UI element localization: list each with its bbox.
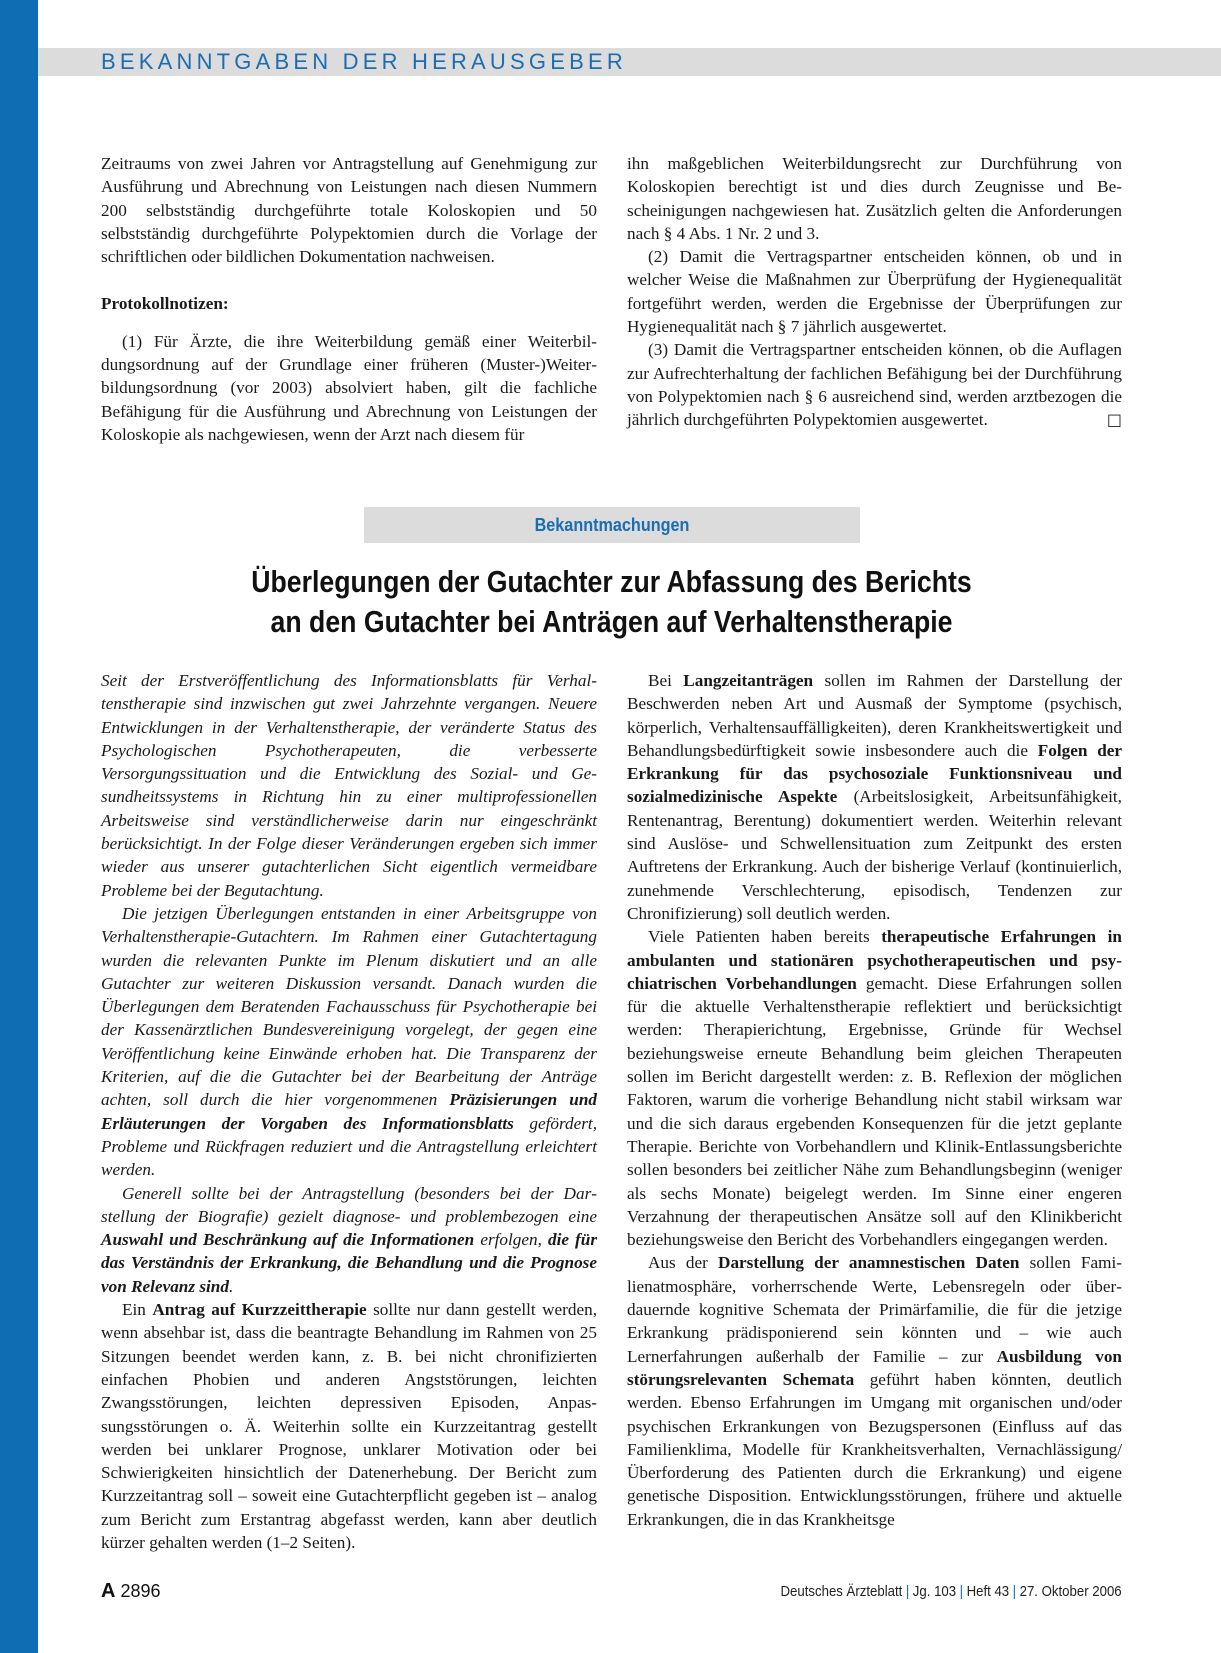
paragraph: (1) Für Ärzte, die ihre Weiterbildung gemäß einer Weiterbildungsordnung auf der Grundlage einer früheren (Muster-)Weiterbildungsordnung (vor 2003) absolviert haben, gilt die fachliche Befähigung für die Ausführung und Abrechnung von Leistungen der Koloskopie als nachgewiesen, wenn der Arzt nach diesem für bbox=[101, 331, 597, 444]
end-of-article-icon: □ bbox=[1106, 410, 1122, 430]
paragraph bbox=[627, 1251, 1122, 1531]
emphasis: Auswahl und Beschränkung auf die Informationen bbox=[101, 1230, 475, 1250]
text-run: gemacht. Diese Erfahrungen sollen für die aktuelle Verhaltenstherapie reflektiert und berücksichtigt werden: Therapierichtung, Ergebnisse, Gründe für Wechsel beziehungsweise erneute Behandlung beim gleichen Therapeuten sollen im Bericht dargestellt werden: z. B. Reflexion der möglichen Faktoren, warum die vorherige Behandlung nicht stabil wirksam war und die sich daraus ergebenden Konsequenzen für die jetzt geplante Therapie. Berichte von Vorbehandlern und Klinik-Entlassungsberichte sollen besonders bei zeitlicher Nähe zum Behandlungsbeginn (weniger als sechs Monate) beigelegt werden. Im Sinne einer engeren Verzahnung der therapeutischen Ansätze soll auf den Klinikbericht beziehungsweise den Bericht des Vorbehandlers eingegangen werden. bbox=[627, 973, 1122, 1250]
article-right-column bbox=[627, 669, 1122, 1531]
paragraph: (2) Damit die Vertragspartner entscheiden können, ob und in welcher Weise die Maßnahmen zur Überprüfung der Hygienequalität fortgeführt werden, werden die Ergebnisse der Überprüfungen zur Hygienequalität nach § 7 jährlich ausgewertet. bbox=[627, 247, 1122, 337]
text-run: Aus der bbox=[648, 1253, 719, 1273]
text-run: sollte nur dann gestellt werden, wenn absehbar ist, dass die beantragte Behandlung im Rahmen von 25 Sitzungen beendet werden kann, z. B. bei nicht chronifizierten einfachen Phobien und anderen Angststörungen, leichten Zwangsstörungen, leichten depressiven Episoden, Anpassungsstörungen o. Ä. Weiterhin sollte ein Kurzzeitantrag gestellt werden bei unklarer Prognose, unklarer Motivation oder bei Schwierigkeiten hinsichtlich der Datenerhebung. Der Bericht zum Kurzzeitantrag soll – soweit eine Gutachterpflicht gegeben ist – analog zum Bericht zum Erstantrag abgefasst werden, kann aber deutlich kürzer gehalten werden (1–2 Seiten). bbox=[101, 1300, 597, 1552]
article-title-line-2: an den Gutachter bei Anträgen auf Verhaltenstherapie bbox=[270, 604, 953, 639]
emphasis: Folgen der Erkrankung für das psychosoziale Funktionsniveau und sozialmedizinische Aspekte bbox=[627, 740, 1123, 807]
separator: | bbox=[906, 1583, 910, 1600]
top-left-column bbox=[101, 152, 597, 446]
paragraph: ihn maßgeblichen Weiterbildungsrecht zur Durchführung von Koloskopien berechtigt ist und dies durch Zeugnisse und Bescheinigungen nachgewiesen hat. Zusätzlich gelten die Anforderungen nach § 4 Abs. 1 Nr. 2 und 3. bbox=[627, 154, 1122, 243]
page-number-value: 2896 bbox=[120, 1581, 161, 1601]
text-run: (Arbeitslosigkeit, Arbeitsunfähigkeit, Rentenantrag, Berentung) dokumentiert werden. Weiterhin relevant sind Auslöse- und Schwellensituation zum Zeitpunkt des ersten Auftretens der Erkrankung. Auch der bisherige Verlauf (kontinuierlich, zunehmende Verschlechterung, episodisch, Tendenzen zur Chronifizierung) soll deutlich werden. bbox=[627, 787, 1122, 923]
separator: | bbox=[959, 1583, 964, 1600]
emphasis: Antrag auf Kurzzeittherapie bbox=[152, 1300, 367, 1320]
paragraph: Zeitraums von zwei Jahren vor Antragstellung auf Genehmigung zur Ausführung und Abrechnung von Leistungen nach diesen Nummern 200 selbstständig durchgeführte totale Koloskopien und 50 selbstständig durchgeführte Polypektomien durch die Vorlage der schriftlichen oder bildlichen Dokumentation nachweisen. bbox=[101, 154, 597, 267]
rubric-label: Bekanntmachungen bbox=[534, 515, 690, 535]
text-run: Die jetzigen Überlegungen entstanden in einer Arbeitsgruppe von Verhaltenstherapie-Gutachtern. Im Rahmen einer Gutachtertagung wurden die relevanten Punkte im Plenum diskutiert und an alle Gutachter zur weiteren Diskussion versandt. Danach wurden die Überlegungen dem Beratenden Fachausschuss für Psychotherapie bei der Kassenärztlichen Bundesvereinigung vorgelegt, der gegen eine Veröffentlichung keine Einwände erhoben hat. Die Transparenz der Kriterien, auf die die Gutachter bei der Bearbeitung der Anträge achten, soll durch die hier vorgenommenen bbox=[101, 903, 597, 1110]
emphasis: Langzeitanträgen bbox=[683, 671, 814, 690]
emphasis: Ausbildung von störungsrelevanten Schemata bbox=[627, 1346, 1122, 1389]
paragraph bbox=[627, 669, 1122, 925]
journal-name: Deutsches Ärzteblatt bbox=[780, 1583, 903, 1600]
text-run: gefördert, Probleme und Rückfragen reduziert und die Antragstellung erleichtert werden. bbox=[101, 1113, 598, 1180]
journal-issue: Heft 43 bbox=[966, 1583, 1010, 1600]
emphasis: Präzisierungen und Erläuterungen der Vorgaben des Informationsblatts bbox=[101, 1090, 597, 1133]
text-run: sollen Familienatmosphäre, vorherrschende Werte, Lebensregeln oder überdauernde kognitive Schemata der Primärfamilie, die für die jetzige Erkrankung prädisponierend sein könnten und – wie auch Lernerfahrungen außerhalb der Familie – zur bbox=[627, 1253, 1122, 1366]
paragraph-text: (3) Damit die Vertragspartner entscheiden können, ob die Auflagen zur Aufrechterhaltung der fachlichen Befähigung bei der Durchführung von Polypektomien nach § 6 ausreichend sind, werden arztbezogen die jährlich durchgeführten Polypektomien ausgewertet. bbox=[627, 340, 1122, 430]
text-run: Bei bbox=[648, 671, 684, 690]
paragraph bbox=[627, 925, 1122, 1251]
article-title bbox=[101, 562, 1122, 642]
text-run: Viele Patienten haben bereits bbox=[648, 927, 882, 947]
sidebar-stripe bbox=[0, 0, 38, 1653]
lead-paragraph bbox=[101, 1182, 597, 1298]
paragraph bbox=[101, 1298, 597, 1554]
text-run: sollen im Rahmen der Darstellung der Beschwerden neben Art und Ausmaß der Symptome (psychisch, körperlich, Verhaltensauffälligkeiten), deren Krankheitswertigkeit und Behandlungsbedürftigkeit sowie insbesondere auch die bbox=[627, 671, 1122, 760]
article-left-column bbox=[101, 669, 597, 1554]
emphasis: die für das Verständnis der Erkrankung, die Behandlung und die Prognose von Relevanz sind bbox=[101, 1230, 598, 1296]
paragraph bbox=[627, 338, 1122, 431]
section-header: BEKANNTGABEN DER HERAUSGEBER bbox=[101, 49, 627, 74]
top-right-column bbox=[627, 152, 1122, 432]
lead-paragraph bbox=[101, 902, 597, 1182]
text-run: . bbox=[228, 1276, 234, 1296]
protocol-notes-heading: Protokollnotizen: bbox=[101, 294, 229, 314]
separator: | bbox=[1013, 1583, 1017, 1600]
page-prefix: A bbox=[101, 1580, 116, 1602]
text-run: Generell sollte bei der Antragstellung (besonders bei der Darstellung der Biografie) gezielt diagnose- und problembezogen eine bbox=[101, 1183, 597, 1226]
journal-date: 27. Oktober 2006 bbox=[1019, 1583, 1122, 1600]
lead-paragraph: Seit der Erstveröffentlichung des Informationsblatts für Verhaltenstherapie sind inzwischen gut zwei Jahrzehnte vergangen. Neuere Entwicklungen in der Verhaltenstherapie, der veränderte Status des Psychologischen Psychotherapeuten, die verbesserte Versorgungssituation und die Entwicklung des Sozial- und Gesundheitssystems in Richtung hin zu einer multiprofessionellen Arbeitsweise sind verständlicherweise darin nur eingeschränkt berücksichtigt. In der Folge dieser Veränderungen ergeben sich immer wieder aus unserer gutachterlichen Sicht eigentlich vermeidbare Probleme bei der Begutachtung. bbox=[101, 671, 597, 900]
journal-citation bbox=[781, 1582, 1122, 1602]
page-number bbox=[101, 1580, 161, 1602]
text-run: erfolgen, bbox=[474, 1230, 548, 1250]
emphasis: therapeutische Erfahrungen in ambulanten und stationären psychotherapeutischen und psychiatrischen Vorbehandlungen bbox=[627, 927, 1122, 993]
text-run: Ein bbox=[122, 1300, 153, 1320]
emphasis: Darstellung der anamnestischen Daten bbox=[718, 1253, 1020, 1273]
text-run: geführt haben könnten, deutlich werden. Ebenso Erfahrungen im Umgang mit organischen und/oder psychischen Erkrankungen von Bezugspersonen (Einfluss auf das Familienklima, Modelle für Krankheitsverhalten, Vernachlässigung/Überforderung des Patienten durch die Erkrankung) und eigene genetische Disposition. Entwicklungsstörungen, frühere und aktuelle Erkrankungen, die in das Krankheitsge bbox=[627, 1369, 1122, 1529]
article-title-line-1: Überlegungen der Gutachter zur Abfassung des Berichts bbox=[251, 564, 972, 599]
journal-volume: Jg. 103 bbox=[913, 1583, 957, 1600]
